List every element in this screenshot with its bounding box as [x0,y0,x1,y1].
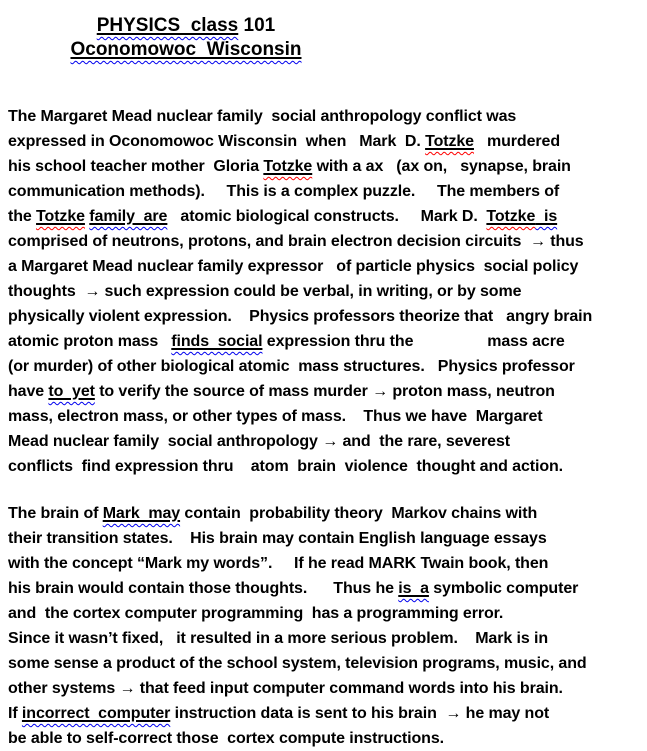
grammar-squiggle: PHYSICS class [96,15,239,36]
text-line: Since it wasn’t fixed, it resulted in a more serious problem. Mark is in [8,630,549,647]
underlined-misspelled-word [36,208,85,225]
document-title [0,0,372,62]
text-line: a Margaret Mead nuclear family expressor of particle physics social policy [8,258,579,275]
spellcheck-squiggle: Totzke [486,208,536,225]
text-line: comprised of neutrons, protons, and brain electron decision circuits → thus [8,233,584,250]
underlined-grammar-phrase [22,705,170,722]
text-line: his brain would contain those thoughts. Thus he is a symbolic computer [8,580,579,597]
underlined-grammar-phrase [535,208,557,225]
text-line: with the concept “Mark my words”. If he read MARK Twain book, then [8,555,549,572]
text-line: their transition states. His brain may contain English language essays [8,530,547,547]
grammar-squiggle: to yet [48,383,95,400]
text-line: and the cortex computer programming has a programming error. [8,605,504,622]
text-line: The Margaret Mead nuclear family social anthropology conflict was [8,108,517,125]
text-line: physically violent expression. Physics professors theorize that angry brain [8,308,593,325]
grammar-squiggle: Oconomowoc Wisconsin [70,39,302,60]
spellcheck-squiggle: Totzke [263,158,313,175]
document-body [8,104,643,751]
text-line: be able to self-correct those cortex compute instructions. [8,730,444,747]
paragraph-2 [8,501,643,751]
underlined-grammar-phrase [89,208,167,225]
text-line: other systems → that feed input computer command words into his brain. [8,680,563,697]
text-line: Mead nuclear family social anthropology → and the rare, severest [8,433,511,450]
paragraph-1 [8,104,643,479]
text-line: atomic proton mass finds social expression thru the mass acre [8,333,565,350]
text-line: The brain of Mark may contain probability theory Markov chains with [8,505,538,522]
text-line: conflicts find expression thru atom brain violence thought and action. [8,458,564,475]
text-line [0,38,372,62]
text-line: communication methods). This is a complex puzzle. The members of [8,183,560,200]
text-line: some sense a product of the school system, television programs, music, and [8,655,587,672]
text-line: his school teacher mother Gloria Totzke with a ax (ax on, synapse, brain [8,158,571,175]
text-line: the Totzke family are atomic biological constructs. Mark D. Totzke is [8,208,558,225]
underlined-grammar-phrase [103,505,180,522]
text-line: have to yet to verify the source of mass murder → proton mass, neutron [8,383,555,400]
underlined-grammar-phrase [70,39,301,60]
text-line: PHYSICS class 101 [96,15,276,36]
text-line: (or murder) of other biological atomic mass structures. Physics professor [8,358,575,375]
underlined-grammar-phrase [171,333,262,350]
grammar-squiggle: is [535,208,558,225]
underlined-grammar-phrase [97,15,239,36]
spellcheck-squiggle: Totzke [36,208,85,225]
text-line: mass, electron mass, or other types of mass. Thus we have Margaret [8,408,543,425]
grammar-squiggle: is a [398,580,429,597]
underlined-misspelled-word [425,133,474,150]
grammar-squiggle: incorrect computer [21,705,171,722]
text-line: expressed in Oconomowoc Wisconsin when Mark D. Totzke murdered [8,133,561,150]
text-line: If incorrect computer instruction data is sent to his brain → he may not [8,705,550,722]
underlined-grammar-phrase [48,383,94,400]
text-line: thoughts → such expression could be verbal, in writing, or by some [8,283,522,300]
grammar-squiggle: finds social [171,333,263,350]
underlined-grammar-phrase [398,580,429,597]
underlined-misspelled-word [486,208,535,225]
grammar-squiggle: family are [89,208,168,225]
underlined-misspelled-word [263,158,312,175]
grammar-squiggle: Mark may [102,505,181,522]
spellcheck-squiggle: Totzke [425,133,474,150]
